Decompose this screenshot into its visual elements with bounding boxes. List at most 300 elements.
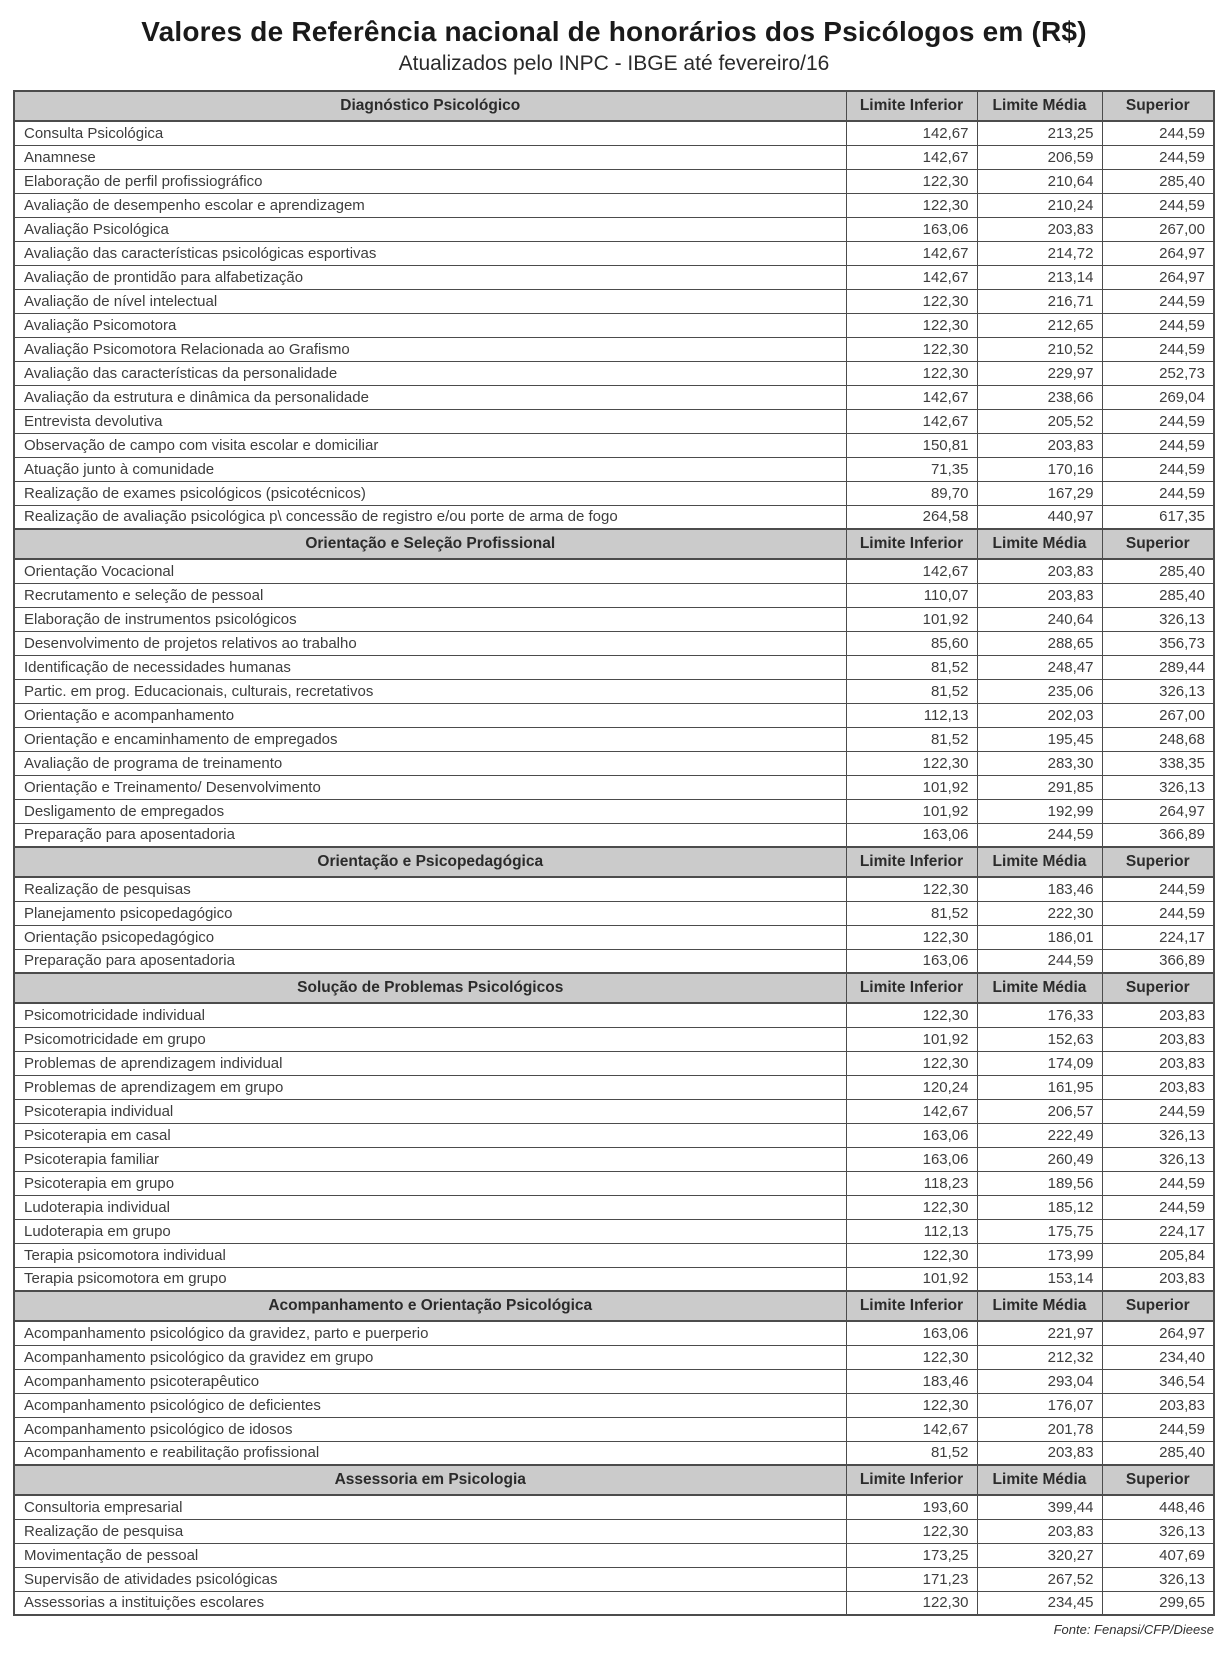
cell-value: 142,67 xyxy=(846,559,977,583)
cell-value: 326,13 xyxy=(1102,1147,1214,1171)
row-label: Entrevista devolutiva xyxy=(14,409,846,433)
cell-value: 142,67 xyxy=(846,241,977,265)
source-note: Fonte: Fenapsi/CFP/Dieese xyxy=(1053,1622,1214,1637)
row-label: Elaboração de instrumentos psicológicos xyxy=(14,607,846,631)
cell-value: 142,67 xyxy=(846,1417,977,1441)
cell-value: 366,89 xyxy=(1102,823,1214,847)
row-label: Anamnese xyxy=(14,145,846,169)
cell-value: 203,83 xyxy=(1102,1003,1214,1027)
cell-value: 122,30 xyxy=(846,337,977,361)
cell-value: 203,83 xyxy=(977,433,1102,457)
column-header: Superior xyxy=(1102,1291,1214,1321)
cell-value: 89,70 xyxy=(846,481,977,505)
cell-value: 122,30 xyxy=(846,313,977,337)
cell-value: 122,30 xyxy=(846,1519,977,1543)
table-row xyxy=(14,481,1214,505)
cell-value: 244,59 xyxy=(1102,1195,1214,1219)
cell-value: 203,83 xyxy=(1102,1075,1214,1099)
cell-value: 122,30 xyxy=(846,877,977,901)
cell-value: 224,17 xyxy=(1102,1219,1214,1243)
column-header: Limite Inferior xyxy=(846,973,977,1003)
table-row xyxy=(14,799,1214,823)
cell-value: 238,66 xyxy=(977,385,1102,409)
table-row xyxy=(14,1321,1214,1345)
cell-value: 283,30 xyxy=(977,751,1102,775)
cell-value: 81,52 xyxy=(846,727,977,751)
cell-value: 407,69 xyxy=(1102,1543,1214,1567)
row-label: Acompanhamento psicológico da gravidez em grupo xyxy=(14,1345,846,1369)
row-label: Orientação Vocacional xyxy=(14,559,846,583)
row-label: Problemas de aprendizagem individual xyxy=(14,1051,846,1075)
section-header-row xyxy=(14,1291,1214,1321)
table-row xyxy=(14,1393,1214,1417)
table-row xyxy=(14,1543,1214,1567)
cell-value: 244,59 xyxy=(1102,121,1214,145)
cell-value: 202,03 xyxy=(977,703,1102,727)
cell-value: 205,52 xyxy=(977,409,1102,433)
row-label: Avaliação de nível intelectual xyxy=(14,289,846,313)
table-row xyxy=(14,1567,1214,1591)
row-label: Acompanhamento psicológico de deficientes xyxy=(14,1393,846,1417)
column-header: Limite Média xyxy=(977,847,1102,877)
cell-value: 183,46 xyxy=(846,1369,977,1393)
cell-value: 142,67 xyxy=(846,385,977,409)
table-row xyxy=(14,607,1214,631)
cell-value: 448,46 xyxy=(1102,1495,1214,1519)
row-label: Avaliação Psicológica xyxy=(14,217,846,241)
cell-value: 326,13 xyxy=(1102,1567,1214,1591)
cell-value: 122,30 xyxy=(846,1051,977,1075)
cell-value: 183,46 xyxy=(977,877,1102,901)
row-label: Avaliação de programa de treinamento xyxy=(14,751,846,775)
column-header: Limite Inferior xyxy=(846,1291,977,1321)
table-row xyxy=(14,1027,1214,1051)
row-label: Psicoterapia familiar xyxy=(14,1147,846,1171)
cell-value: 288,65 xyxy=(977,631,1102,655)
cell-value: 163,06 xyxy=(846,1147,977,1171)
row-label: Avaliação das características psicológicas esportivas xyxy=(14,241,846,265)
cell-value: 285,40 xyxy=(1102,1441,1214,1465)
table-row xyxy=(14,361,1214,385)
table-row xyxy=(14,1591,1214,1615)
cell-value: 142,67 xyxy=(846,145,977,169)
row-label: Psicoterapia individual xyxy=(14,1099,846,1123)
cell-value: 234,40 xyxy=(1102,1345,1214,1369)
cell-value: 122,30 xyxy=(846,1195,977,1219)
cell-value: 203,83 xyxy=(1102,1393,1214,1417)
cell-value: 142,67 xyxy=(846,409,977,433)
cell-value: 214,72 xyxy=(977,241,1102,265)
cell-value: 81,52 xyxy=(846,901,977,925)
table-row xyxy=(14,583,1214,607)
cell-value: 244,59 xyxy=(1102,145,1214,169)
table-row xyxy=(14,337,1214,361)
table-row xyxy=(14,1171,1214,1195)
cell-value: 101,92 xyxy=(846,1267,977,1291)
row-label: Orientação e Treinamento/ Desenvolvimento xyxy=(14,775,846,799)
section-title: Acompanhamento e Orientação Psicológica xyxy=(14,1291,846,1321)
cell-value: 203,83 xyxy=(1102,1267,1214,1291)
column-header: Superior xyxy=(1102,973,1214,1003)
cell-value: 163,06 xyxy=(846,823,977,847)
table-row xyxy=(14,169,1214,193)
row-label: Acompanhamento psicológico da gravidez, parto e puerperio xyxy=(14,1321,846,1345)
table-row xyxy=(14,901,1214,925)
cell-value: 173,25 xyxy=(846,1543,977,1567)
row-label: Orientação e encaminhamento de empregados xyxy=(14,727,846,751)
cell-value: 260,49 xyxy=(977,1147,1102,1171)
row-label: Realização de pesquisas xyxy=(14,877,846,901)
row-label: Ludoterapia individual xyxy=(14,1195,846,1219)
cell-value: 101,92 xyxy=(846,775,977,799)
row-label: Psicomotricidade individual xyxy=(14,1003,846,1027)
cell-value: 267,52 xyxy=(977,1567,1102,1591)
table-row xyxy=(14,679,1214,703)
cell-value: 338,35 xyxy=(1102,751,1214,775)
cell-value: 285,40 xyxy=(1102,583,1214,607)
table-row xyxy=(14,1519,1214,1543)
row-label: Partic. em prog. Educacionais, culturais, recretativos xyxy=(14,679,846,703)
column-header: Limite Inferior xyxy=(846,91,977,121)
cell-value: 248,68 xyxy=(1102,727,1214,751)
cell-value: 244,59 xyxy=(1102,313,1214,337)
cell-value: 244,59 xyxy=(1102,1171,1214,1195)
cell-value: 267,00 xyxy=(1102,217,1214,241)
cell-value: 252,73 xyxy=(1102,361,1214,385)
row-label: Assessorias a instituições escolares xyxy=(14,1591,846,1615)
cell-value: 234,45 xyxy=(977,1591,1102,1615)
table-row xyxy=(14,1075,1214,1099)
cell-value: 244,59 xyxy=(977,823,1102,847)
cell-value: 101,92 xyxy=(846,799,977,823)
cell-value: 326,13 xyxy=(1102,607,1214,631)
cell-value: 122,30 xyxy=(846,1243,977,1267)
cell-value: 174,09 xyxy=(977,1051,1102,1075)
cell-value: 212,65 xyxy=(977,313,1102,337)
column-header: Limite Média xyxy=(977,1291,1102,1321)
row-label: Consultoria empresarial xyxy=(14,1495,846,1519)
row-label: Problemas de aprendizagem em grupo xyxy=(14,1075,846,1099)
cell-value: 244,59 xyxy=(977,949,1102,973)
cell-value: 142,67 xyxy=(846,1099,977,1123)
cell-value: 101,92 xyxy=(846,607,977,631)
cell-value: 244,59 xyxy=(1102,1099,1214,1123)
column-header: Limite Inferior xyxy=(846,847,977,877)
cell-value: 163,06 xyxy=(846,949,977,973)
cell-value: 163,06 xyxy=(846,217,977,241)
table-row xyxy=(14,1099,1214,1123)
cell-value: 163,06 xyxy=(846,1123,977,1147)
row-label: Avaliação de desempenho escolar e aprendizagem xyxy=(14,193,846,217)
cell-value: 244,59 xyxy=(1102,1417,1214,1441)
table-row xyxy=(14,1267,1214,1291)
cell-value: 203,83 xyxy=(977,217,1102,241)
cell-value: 205,84 xyxy=(1102,1243,1214,1267)
cell-value: 356,73 xyxy=(1102,631,1214,655)
table-row xyxy=(14,313,1214,337)
cell-value: 293,04 xyxy=(977,1369,1102,1393)
cell-value: 110,07 xyxy=(846,583,977,607)
cell-value: 186,01 xyxy=(977,925,1102,949)
cell-value: 122,30 xyxy=(846,1345,977,1369)
cell-value: 206,59 xyxy=(977,145,1102,169)
cell-value: 244,59 xyxy=(1102,409,1214,433)
cell-value: 235,06 xyxy=(977,679,1102,703)
cell-value: 285,40 xyxy=(1102,559,1214,583)
row-label: Elaboração de perfil profissiográfico xyxy=(14,169,846,193)
cell-value: 440,97 xyxy=(977,505,1102,529)
cell-value: 366,89 xyxy=(1102,949,1214,973)
cell-value: 244,59 xyxy=(1102,193,1214,217)
row-label: Realização de exames psicológicos (psicotécnicos) xyxy=(14,481,846,505)
cell-value: 264,97 xyxy=(1102,799,1214,823)
cell-value: 229,97 xyxy=(977,361,1102,385)
cell-value: 71,35 xyxy=(846,457,977,481)
page-title: Valores de Referência nacional de honorários dos Psicólogos em (R$) xyxy=(141,16,1087,47)
cell-value: 267,00 xyxy=(1102,703,1214,727)
table-row xyxy=(14,121,1214,145)
cell-value: 122,30 xyxy=(846,751,977,775)
table-row xyxy=(14,727,1214,751)
cell-value: 185,12 xyxy=(977,1195,1102,1219)
cell-value: 142,67 xyxy=(846,121,977,145)
cell-value: 112,13 xyxy=(846,1219,977,1243)
table-row xyxy=(14,385,1214,409)
cell-value: 122,30 xyxy=(846,169,977,193)
cell-value: 122,30 xyxy=(846,1003,977,1027)
cell-value: 203,83 xyxy=(977,1441,1102,1465)
cell-value: 176,33 xyxy=(977,1003,1102,1027)
column-header: Limite Média xyxy=(977,529,1102,559)
cell-value: 152,63 xyxy=(977,1027,1102,1051)
column-header: Superior xyxy=(1102,529,1214,559)
table-row xyxy=(14,1243,1214,1267)
cell-value: 213,14 xyxy=(977,265,1102,289)
section-title: Solução de Problemas Psicológicos xyxy=(14,973,846,1003)
row-label: Desenvolvimento de projetos relativos ao trabalho xyxy=(14,631,846,655)
table-row xyxy=(14,1195,1214,1219)
cell-value: 189,56 xyxy=(977,1171,1102,1195)
cell-value: 264,97 xyxy=(1102,265,1214,289)
cell-value: 244,59 xyxy=(1102,337,1214,361)
table-row xyxy=(14,505,1214,529)
cell-value: 81,52 xyxy=(846,1441,977,1465)
cell-value: 221,97 xyxy=(977,1321,1102,1345)
cell-value: 193,60 xyxy=(846,1495,977,1519)
row-label: Psicomotricidade em grupo xyxy=(14,1027,846,1051)
column-header: Superior xyxy=(1102,847,1214,877)
cell-value: 240,64 xyxy=(977,607,1102,631)
row-label: Terapia psicomotora individual xyxy=(14,1243,846,1267)
cell-value: 203,83 xyxy=(977,583,1102,607)
section-title: Assessoria em Psicologia xyxy=(14,1465,846,1495)
cell-value: 85,60 xyxy=(846,631,977,655)
row-label: Ludoterapia em grupo xyxy=(14,1219,846,1243)
cell-value: 122,30 xyxy=(846,1591,977,1615)
section-header-row xyxy=(14,91,1214,121)
cell-value: 244,59 xyxy=(1102,481,1214,505)
table-row xyxy=(14,409,1214,433)
cell-value: 203,83 xyxy=(977,559,1102,583)
page-subtitle: Atualizados pelo INPC - IBGE até fevereiro/16 xyxy=(398,52,830,75)
cell-value: 210,24 xyxy=(977,193,1102,217)
cell-value: 122,30 xyxy=(846,289,977,313)
cell-value: 244,59 xyxy=(1102,289,1214,313)
row-label: Acompanhamento psicológico de idosos xyxy=(14,1417,846,1441)
row-label: Identificação de necessidades humanas xyxy=(14,655,846,679)
table-row xyxy=(14,1051,1214,1075)
cell-value: 192,99 xyxy=(977,799,1102,823)
cell-value: 210,64 xyxy=(977,169,1102,193)
cell-value: 222,30 xyxy=(977,901,1102,925)
cell-value: 118,23 xyxy=(846,1171,977,1195)
column-header: Superior xyxy=(1102,1465,1214,1495)
section-header-row xyxy=(14,847,1214,877)
cell-value: 195,45 xyxy=(977,727,1102,751)
cell-value: 216,71 xyxy=(977,289,1102,313)
table-row xyxy=(14,1123,1214,1147)
cell-value: 269,04 xyxy=(1102,385,1214,409)
row-label: Preparação para aposentadoria xyxy=(14,949,846,973)
column-header: Superior xyxy=(1102,91,1214,121)
cell-value: 289,44 xyxy=(1102,655,1214,679)
cell-value: 210,52 xyxy=(977,337,1102,361)
column-header: Limite Média xyxy=(977,91,1102,121)
column-header: Limite Média xyxy=(977,1465,1102,1495)
cell-value: 264,97 xyxy=(1102,1321,1214,1345)
cell-value: 120,24 xyxy=(846,1075,977,1099)
cell-value: 213,25 xyxy=(977,121,1102,145)
table-row xyxy=(14,1219,1214,1243)
row-label: Realização de pesquisa xyxy=(14,1519,846,1543)
table-row xyxy=(14,1495,1214,1519)
row-label: Psicoterapia em casal xyxy=(14,1123,846,1147)
table-row xyxy=(14,433,1214,457)
row-label: Avaliação Psicomotora Relacionada ao Grafismo xyxy=(14,337,846,361)
row-label: Psicoterapia em grupo xyxy=(14,1171,846,1195)
cell-value: 326,13 xyxy=(1102,1519,1214,1543)
table-row xyxy=(14,241,1214,265)
row-label: Atuação junto à comunidade xyxy=(14,457,846,481)
row-label: Consulta Psicológica xyxy=(14,121,846,145)
cell-value: 346,54 xyxy=(1102,1369,1214,1393)
cell-value: 81,52 xyxy=(846,679,977,703)
cell-value: 285,40 xyxy=(1102,169,1214,193)
cell-value: 203,83 xyxy=(1102,1051,1214,1075)
table-row xyxy=(14,877,1214,901)
cell-value: 244,59 xyxy=(1102,457,1214,481)
cell-value: 101,92 xyxy=(846,1027,977,1051)
table-row xyxy=(14,1369,1214,1393)
section-title: Orientação e Psicopedagógica xyxy=(14,847,846,877)
cell-value: 163,06 xyxy=(846,1321,977,1345)
cell-value: 122,30 xyxy=(846,1393,977,1417)
row-label: Orientação psicopedagógico xyxy=(14,925,846,949)
cell-value: 201,78 xyxy=(977,1417,1102,1441)
section-title: Diagnóstico Psicológico xyxy=(14,91,846,121)
cell-value: 81,52 xyxy=(846,655,977,679)
cell-value: 122,30 xyxy=(846,361,977,385)
cell-value: 142,67 xyxy=(846,265,977,289)
table-row xyxy=(14,1147,1214,1171)
table-row xyxy=(14,655,1214,679)
row-label: Terapia psicomotora em grupo xyxy=(14,1267,846,1291)
table-row xyxy=(14,559,1214,583)
cell-value: 326,13 xyxy=(1102,679,1214,703)
table-row xyxy=(14,193,1214,217)
cell-value: 203,83 xyxy=(977,1519,1102,1543)
table-row xyxy=(14,457,1214,481)
row-label: Avaliação da estrutura e dinâmica da personalidade xyxy=(14,385,846,409)
cell-value: 264,58 xyxy=(846,505,977,529)
cell-value: 212,32 xyxy=(977,1345,1102,1369)
table-row xyxy=(14,1417,1214,1441)
column-header: Limite Inferior xyxy=(846,1465,977,1495)
cell-value: 244,59 xyxy=(1102,877,1214,901)
cell-value: 175,75 xyxy=(977,1219,1102,1243)
table-row xyxy=(14,217,1214,241)
row-label: Avaliação das características da personalidade xyxy=(14,361,846,385)
table-row xyxy=(14,775,1214,799)
cell-value: 112,13 xyxy=(846,703,977,727)
cell-value: 399,44 xyxy=(977,1495,1102,1519)
table-row xyxy=(14,823,1214,847)
table-row xyxy=(14,1441,1214,1465)
table-row xyxy=(14,631,1214,655)
cell-value: 617,35 xyxy=(1102,505,1214,529)
cell-value: 153,14 xyxy=(977,1267,1102,1291)
section-header-row xyxy=(14,973,1214,1003)
row-label: Avaliação Psicomotora xyxy=(14,313,846,337)
cell-value: 291,85 xyxy=(977,775,1102,799)
cell-value: 206,57 xyxy=(977,1099,1102,1123)
cell-value: 222,49 xyxy=(977,1123,1102,1147)
cell-value: 264,97 xyxy=(1102,241,1214,265)
cell-value: 171,23 xyxy=(846,1567,977,1591)
table-row xyxy=(14,265,1214,289)
table-row xyxy=(14,1345,1214,1369)
table-row xyxy=(14,949,1214,973)
table-row xyxy=(14,925,1214,949)
cell-value: 244,59 xyxy=(1102,901,1214,925)
cell-value: 122,30 xyxy=(846,925,977,949)
cell-value: 203,83 xyxy=(1102,1027,1214,1051)
cell-value: 320,27 xyxy=(977,1543,1102,1567)
row-label: Orientação e acompanhamento xyxy=(14,703,846,727)
row-label: Avaliação de prontidão para alfabetização xyxy=(14,265,846,289)
table-row xyxy=(14,703,1214,727)
row-label: Movimentação de pessoal xyxy=(14,1543,846,1567)
cell-value: 326,13 xyxy=(1102,1123,1214,1147)
cell-value: 122,30 xyxy=(846,193,977,217)
table-row xyxy=(14,289,1214,313)
section-header-row xyxy=(14,529,1214,559)
cell-value: 224,17 xyxy=(1102,925,1214,949)
row-label: Acompanhamento e reabilitação profissional xyxy=(14,1441,846,1465)
cell-value: 161,95 xyxy=(977,1075,1102,1099)
cell-value: 326,13 xyxy=(1102,775,1214,799)
table-row xyxy=(14,751,1214,775)
cell-value: 176,07 xyxy=(977,1393,1102,1417)
row-label: Desligamento de empregados xyxy=(14,799,846,823)
cell-value: 167,29 xyxy=(977,481,1102,505)
section-header-row xyxy=(14,1465,1214,1495)
row-label: Preparação para aposentadoria xyxy=(14,823,846,847)
table-row xyxy=(14,145,1214,169)
table-row xyxy=(14,1003,1214,1027)
cell-value: 299,65 xyxy=(1102,1591,1214,1615)
cell-value: 170,16 xyxy=(977,457,1102,481)
